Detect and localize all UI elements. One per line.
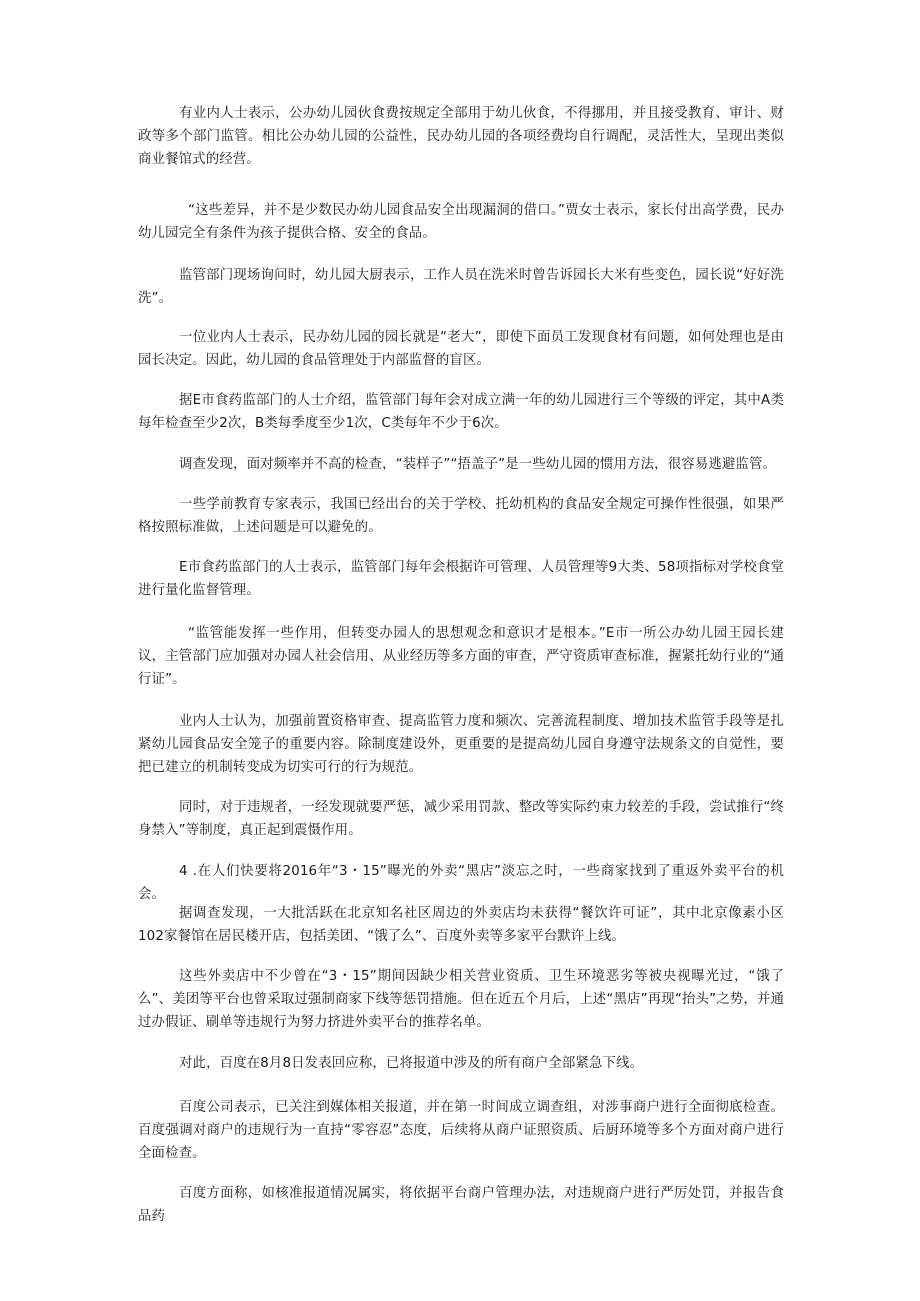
- paragraph-9: “监管能发挥一些作用，但转变办园人的思想观念和意识才是根本。”E市一所公办幼儿园王园长建议，主管部门应加强对办园人社会信用、从业经历等多方面的审查，严守资质审查标准，握紧托幼行业的“通行证”。: [138, 626, 784, 687]
- paragraph-10: 业内人士认为，加强前置资格审查、提高监管力度和频次、完善流程制度、增加技术监管手段等是扎紧幼儿园食品安全笼子的重要内容。除制度建设外，更重要的是提高幼儿园自身遵守法规条文的自觉性，要把已建立的机制转变成为切实可行的行为规范。: [138, 714, 784, 775]
- paragraph-14: 这些外卖店中不少曾在“3・15”期间因缺少相关营业资质、卫生环境恶劣等被央视曝光过，“饿了么”、美团等平台也曾采取过强制商家下线等惩罚措施。但在近五个月后，上述“黑店”再现“抬头”之势，并通过办假证、刷单等违规行为努力挤进外卖平台的推荐名单。: [138, 969, 784, 1030]
- paragraph-17: 百度方面称，如核准报道情况属实，将依据平台商户管理办法，对违规商户进行严厉处罚，并报告食品药: [138, 1186, 784, 1224]
- paragraph-5: 据E市食药监部门的人士介绍，监管部门每年会对成立满一年的幼儿园进行三个等级的评定，其中A类每年检查至少2次，B类每季度至少1次，C类每年不少于6次。: [138, 393, 784, 431]
- paragraph-15: 对此，百度在8月8日发表回应称，已将报道中涉及的所有商户全部紧急下线。: [179, 1056, 644, 1071]
- paragraph-16: 百度公司表示，已关注到媒体相关报道，并在第一时间成立调查组，对涉事商户进行全面彻底检查。百度强调对商户的违规行为一直持“零容忍”态度，后续将从商户证照资质、后厨环境等多个方面对商户进行全面检查。: [138, 1100, 784, 1161]
- paragraph-6: 调查发现，面对频率并不高的检查，“装样子”“捂盖子”是一些幼儿园的惯用方法，很容易逃避监管。: [179, 457, 777, 472]
- paragraph-13: 据调查发现，一大批活跃在北京知名社区周边的外卖店均未获得“餐饮许可证”，其中北京像素小区102家餐馆在居民楼开店，包括美团、“饿了么”、百度外卖等多家平台默许上线。: [138, 906, 784, 944]
- paragraph-3: 监管部门现场询问时，幼儿园大厨表示，工作人员在洗米时曾告诉园长大米有些变色，园长说“好好洗洗”。: [138, 268, 784, 306]
- paragraph-8: E市食药监部门的人士表示，监管部门每年会根据许可管理、人员管理等9大类、58项指标对学校食堂进行量化监督管理。: [138, 560, 784, 598]
- paragraph-2: “这些差异，并不是少数民办幼儿园食品安全出现漏洞的借口。”贾女士表示，家长付出高学费，民办幼儿园完全有条件为孩子提供合格、安全的食品。: [138, 203, 784, 241]
- paragraph-12: 4 .在人们快要将2016年“3・15”曝光的外卖“黑店”淡忘之时，一些商家找到了重返外卖平台的机会。: [138, 864, 784, 902]
- paragraph-4: 一位业内人士表示，民办幼儿园的园长就是“老大”，即使下面员工发现食材有问题，如何处理也是由园长决定。因此，幼儿园的食品管理处于内部监督的盲区。: [138, 330, 784, 368]
- paragraph-1: 有业内人士表示，公办幼儿园伙食费按规定全部用于幼儿伙食，不得挪用，并且接受教育、审计、财政等多个部门监管。相比公办幼儿园的公益性，民办幼儿园的各项经费均自行调配，灵活性大，呈现出类似商业餐馆式的经营。: [138, 106, 784, 167]
- paragraph-11: 同时，对于违规者，一经发现就要严惩，减少采用罚款、整改等实际约束力较差的手段，尝试推行“终身禁入”等制度，真正起到震慑作用。: [138, 800, 784, 838]
- paragraph-7: 一些学前教育专家表示，我国已经出台的关于学校、托幼机构的食品安全规定可操作性很强，如果严格按照标准做，上述问题是可以避免的。: [138, 497, 784, 535]
